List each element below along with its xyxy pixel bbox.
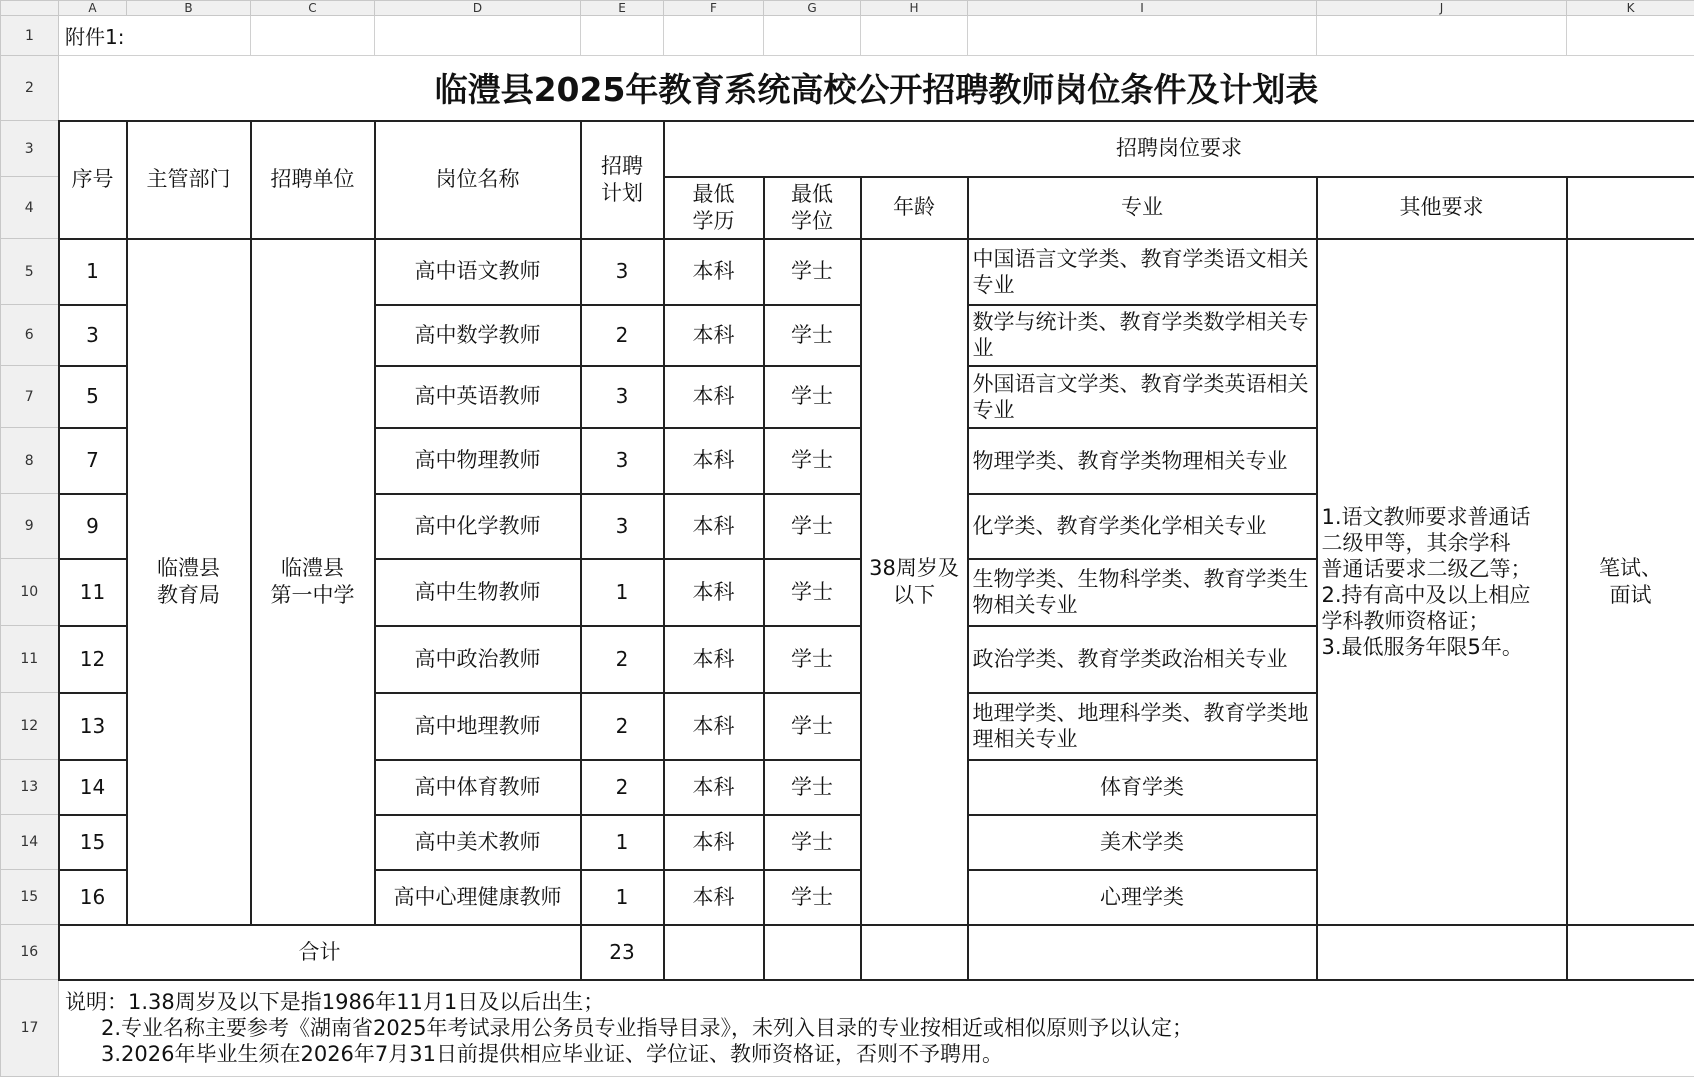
cell-major[interactable]: 生物学类、生物科学类、教育学类生物相关专业 xyxy=(968,559,1317,626)
cell-degree[interactable]: 学士 xyxy=(764,366,861,428)
dept-line2: 教育局 xyxy=(157,582,220,607)
column-header-b[interactable]: B xyxy=(127,1,251,16)
cell-degree[interactable]: 学士 xyxy=(764,815,861,870)
cell-major[interactable]: 物理学类、教育学类物理相关专业 xyxy=(968,428,1317,494)
other-line1: 1.语文教师要求普通话 xyxy=(1321,504,1531,529)
empty-cell[interactable] xyxy=(664,925,764,980)
unit-line2: 第一中学 xyxy=(270,582,355,607)
cell-seq[interactable]: 7 xyxy=(59,428,127,494)
column-header-row xyxy=(1,1,1694,16)
empty-cell[interactable] xyxy=(968,925,1317,980)
total-label[interactable]: 合计 xyxy=(59,925,581,980)
dept-line1: 临澧县 xyxy=(157,555,220,580)
column-header-f[interactable]: F xyxy=(664,1,764,16)
column-header-e[interactable]: E xyxy=(581,1,664,16)
note-line1: 说明：1.38周岁及以下是指1986年11月1日及以后出生； xyxy=(65,990,605,1015)
row-header[interactable]: 6 xyxy=(1,305,59,366)
cell-seq[interactable]: 13 xyxy=(59,693,127,760)
cell-plan[interactable]: 3 xyxy=(581,428,664,494)
header-edu-line2: 学历 xyxy=(692,208,735,233)
header-major[interactable]: 专业 xyxy=(968,177,1317,239)
page-title[interactable]: 临澧县2025年教育系统高校公开招聘教师岗位条件及计划表 xyxy=(59,56,1694,121)
header-degree-line1: 最低 xyxy=(791,181,833,206)
cell-seq[interactable]: 16 xyxy=(59,870,127,925)
empty-cell[interactable] xyxy=(1317,925,1567,980)
row-header[interactable]: 1 xyxy=(1,16,59,56)
cell-seq[interactable]: 3 xyxy=(59,305,127,366)
attachment-label[interactable]: 附件1: xyxy=(59,16,251,56)
cell-plan[interactable]: 2 xyxy=(581,693,664,760)
other-line3: 普通话要求二级乙等； xyxy=(1321,556,1532,581)
cell-major[interactable]: 数学与统计类、教育学类数学相关专业 xyxy=(968,305,1317,366)
exam-line2: 面试 xyxy=(1609,582,1652,607)
row-header[interactable]: 5 xyxy=(1,239,59,305)
row-header[interactable]: 17 xyxy=(1,980,59,1077)
cell-unit[interactable] xyxy=(251,239,375,925)
cell-plan[interactable]: 2 xyxy=(581,760,664,815)
cell-edu[interactable]: 本科 xyxy=(664,305,764,366)
column-header-h[interactable]: H xyxy=(861,1,968,16)
cell-degree[interactable]: 学士 xyxy=(764,870,861,925)
header-plan-line1: 招聘 xyxy=(601,153,643,178)
cell-plan[interactable]: 1 xyxy=(581,870,664,925)
cell-degree[interactable]: 学士 xyxy=(764,239,861,305)
cell-position[interactable]: 高中政治教师 xyxy=(375,626,581,693)
row-header[interactable]: 15 xyxy=(1,870,59,925)
cell-edu[interactable]: 本科 xyxy=(664,815,764,870)
cell-degree[interactable]: 学士 xyxy=(764,428,861,494)
cell-edu[interactable]: 本科 xyxy=(664,760,764,815)
column-header-i[interactable]: I xyxy=(968,1,1317,16)
row-header[interactable]: 13 xyxy=(1,760,59,815)
header-plan-line2: 计划 xyxy=(601,180,643,205)
other-line5: 学科教师资格证； xyxy=(1321,608,1490,633)
cell-degree[interactable]: 学士 xyxy=(764,305,861,366)
cell-degree[interactable]: 学士 xyxy=(764,693,861,760)
cell-major[interactable]: 外国语言文学类、教育学类英语相关专业 xyxy=(968,366,1317,428)
cell-seq[interactable]: 15 xyxy=(59,815,127,870)
empty-cell[interactable] xyxy=(1567,16,1694,56)
row-header[interactable]: 3 xyxy=(1,121,59,177)
cell-plan[interactable]: 2 xyxy=(581,626,664,693)
cell-plan[interactable]: 2 xyxy=(581,305,664,366)
empty-cell[interactable] xyxy=(1317,16,1567,56)
empty-cell[interactable] xyxy=(251,16,375,56)
header-unit[interactable]: 招聘单位 xyxy=(251,121,375,239)
cell-seq[interactable]: 9 xyxy=(59,494,127,559)
cell-other-requirements[interactable] xyxy=(1317,239,1567,925)
row-header[interactable]: 8 xyxy=(1,428,59,494)
cell-edu[interactable]: 本科 xyxy=(664,559,764,626)
empty-cell[interactable] xyxy=(861,16,968,56)
cell-degree[interactable]: 学士 xyxy=(764,760,861,815)
cell-major[interactable]: 体育学类 xyxy=(968,760,1317,815)
header-min-education[interactable] xyxy=(664,177,764,239)
cell-degree[interactable]: 学士 xyxy=(764,626,861,693)
cell-major[interactable]: 政治学类、教育学类政治相关专业 xyxy=(968,626,1317,693)
cell-seq[interactable]: 12 xyxy=(59,626,127,693)
cell-edu[interactable]: 本科 xyxy=(664,428,764,494)
cell-plan[interactable]: 1 xyxy=(581,559,664,626)
cell-major[interactable]: 美术学类 xyxy=(968,815,1317,870)
header-seq[interactable]: 序号 xyxy=(59,121,127,239)
cell-position[interactable]: 高中数学教师 xyxy=(375,305,581,366)
empty-cell[interactable] xyxy=(764,925,861,980)
cell-position[interactable]: 高中体育教师 xyxy=(375,760,581,815)
age-line2: 以下 xyxy=(893,582,935,607)
cell-position[interactable]: 高中语文教师 xyxy=(375,239,581,305)
cell-edu[interactable]: 本科 xyxy=(664,239,764,305)
row-header[interactable]: 12 xyxy=(1,693,59,760)
notes-cell[interactable] xyxy=(59,980,1694,1077)
row-header[interactable]: 2 xyxy=(1,56,59,121)
row-header[interactable]: 4 xyxy=(1,177,59,239)
note-line2: 2.专业名称主要参考《湖南省2025年考试录用公务员专业指导目录》，未列入目录的专业按相近或相似原则予以认定； xyxy=(101,1016,1193,1041)
column-header-g[interactable]: G xyxy=(764,1,861,16)
cell-degree[interactable]: 学士 xyxy=(764,494,861,559)
cell-position[interactable]: 高中英语教师 xyxy=(375,366,581,428)
row-header[interactable]: 16 xyxy=(1,925,59,980)
cell-position[interactable]: 高中物理教师 xyxy=(375,428,581,494)
cell-edu[interactable]: 本科 xyxy=(664,693,764,760)
cell-plan[interactable]: 3 xyxy=(581,366,664,428)
row-header[interactable]: 14 xyxy=(1,815,59,870)
header-age[interactable]: 年龄 xyxy=(861,177,968,239)
cell-edu[interactable]: 本科 xyxy=(664,870,764,925)
unit-line1: 临澧县 xyxy=(281,555,344,580)
column-header-a[interactable]: A xyxy=(59,1,127,16)
row-header[interactable]: 11 xyxy=(1,626,59,693)
total-plan[interactable]: 23 xyxy=(581,925,664,980)
cell-major[interactable]: 化学类、教育学类化学相关专业 xyxy=(968,494,1317,559)
cell-seq[interactable]: 5 xyxy=(59,366,127,428)
empty-cell[interactable] xyxy=(764,16,861,56)
header-position[interactable]: 岗位名称 xyxy=(375,121,581,239)
exam-line1: 笔试、 xyxy=(1599,555,1662,580)
header-other[interactable]: 其他要求 xyxy=(1317,177,1567,239)
cell-major[interactable]: 中国语言文学类、教育学类语文相关专业 xyxy=(968,239,1317,305)
cell-seq[interactable]: 14 xyxy=(59,760,127,815)
header-dept[interactable]: 主管部门 xyxy=(127,121,251,239)
select-all-corner[interactable] xyxy=(1,1,59,16)
note-line3: 3.2026年毕业生须在2026年7月31日前提供相应毕业证、学位证、教师资格证，否则不予聘用。 xyxy=(101,1042,1004,1067)
cell-position[interactable]: 高中地理教师 xyxy=(375,693,581,760)
row-header[interactable]: 10 xyxy=(1,559,59,626)
cell-plan[interactable]: 1 xyxy=(581,815,664,870)
table-row xyxy=(1,239,1694,305)
cell-edu[interactable]: 本科 xyxy=(664,366,764,428)
column-header-j[interactable]: J xyxy=(1317,1,1567,16)
other-line2: 二级甲等，其余学科 xyxy=(1321,530,1511,555)
cell-major[interactable]: 心理学类 xyxy=(968,870,1317,925)
other-line6: 3.最低服务年限5年。 xyxy=(1321,634,1523,659)
empty-cell[interactable] xyxy=(664,16,764,56)
empty-cell[interactable] xyxy=(1567,925,1694,980)
cell-edu[interactable]: 本科 xyxy=(664,494,764,559)
header-edu-line1: 最低 xyxy=(692,181,735,206)
cell-age[interactable] xyxy=(861,239,968,925)
cell-plan[interactable]: 3 xyxy=(581,494,664,559)
cell-edu[interactable]: 本科 xyxy=(664,626,764,693)
cell-seq[interactable]: 11 xyxy=(59,559,127,626)
cell-degree[interactable]: 学士 xyxy=(764,559,861,626)
row-header[interactable]: 7 xyxy=(1,366,59,428)
cell-position[interactable]: 高中美术教师 xyxy=(375,815,581,870)
cell-major[interactable]: 地理学类、地理科学类、教育学类地理相关专业 xyxy=(968,693,1317,760)
cell-plan[interactable]: 3 xyxy=(581,239,664,305)
empty-cell[interactable] xyxy=(375,16,581,56)
header-degree-line2: 学位 xyxy=(791,208,833,233)
empty-cell[interactable] xyxy=(861,925,968,980)
total-row xyxy=(1,925,1694,980)
column-header-d[interactable]: D xyxy=(375,1,581,16)
other-line4: 2.持有高中及以上相应 xyxy=(1321,582,1531,607)
header-plan[interactable] xyxy=(581,121,664,239)
row-header[interactable]: 9 xyxy=(1,494,59,559)
cell-position[interactable]: 高中生物教师 xyxy=(375,559,581,626)
empty-cell[interactable] xyxy=(968,16,1317,56)
cell-position[interactable]: 高中化学教师 xyxy=(375,494,581,559)
header-min-degree[interactable] xyxy=(764,177,861,239)
column-header-k[interactable]: K xyxy=(1567,1,1694,16)
cell-dept[interactable] xyxy=(127,239,251,925)
empty-cell[interactable] xyxy=(581,16,664,56)
cell-seq[interactable]: 1 xyxy=(59,239,127,305)
header-requirements[interactable]: 招聘岗位要求 xyxy=(664,121,1694,177)
age-line1: 38周岁及 xyxy=(869,555,959,580)
cell-position[interactable]: 高中心理健康教师 xyxy=(375,870,581,925)
cell-exam[interactable] xyxy=(1567,239,1694,925)
column-header-c[interactable]: C xyxy=(251,1,375,16)
